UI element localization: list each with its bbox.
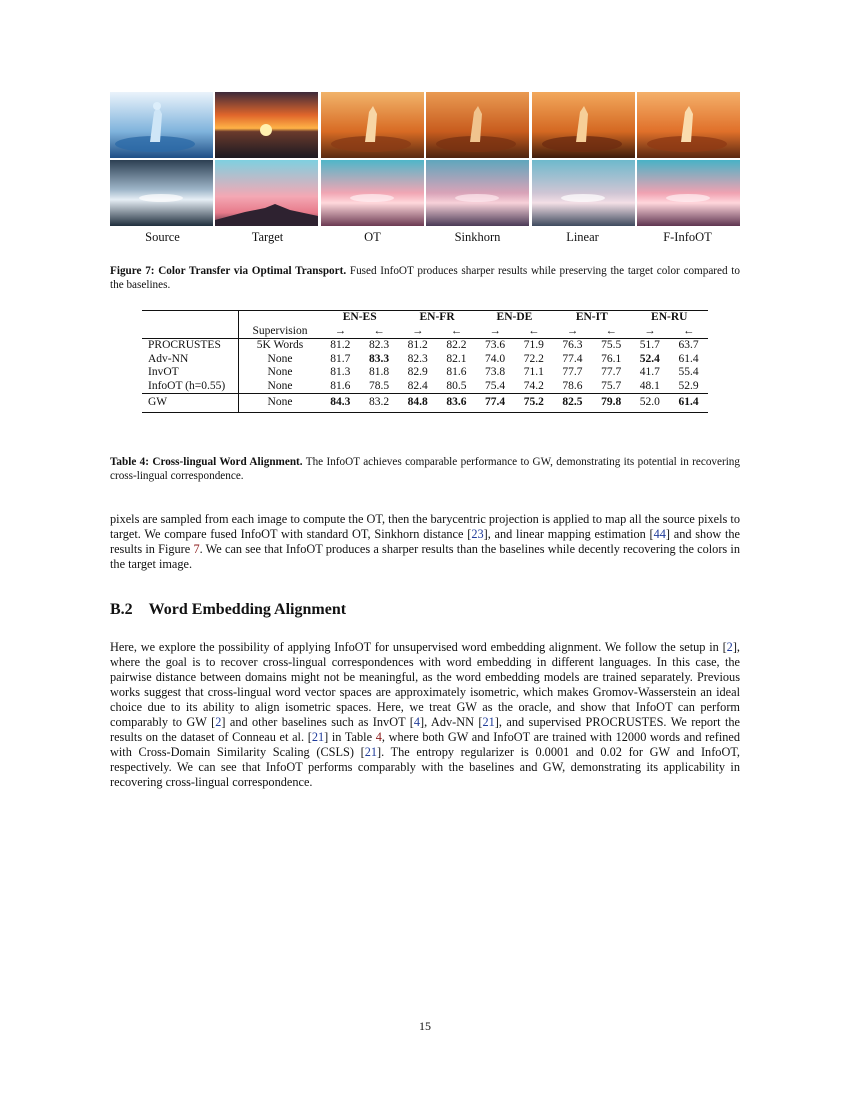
score-cell: 78.6	[562, 379, 583, 392]
table-row	[142, 380, 708, 394]
method-name: GW	[142, 394, 239, 413]
table-row	[142, 339, 708, 353]
score-cell: 80.5	[446, 379, 467, 392]
citation-link[interactable]: 2	[726, 640, 733, 654]
score-cell: 81.6	[330, 379, 351, 392]
figure-caption-label: Figure 7: Color Transfer via Optimal Transport.	[110, 265, 347, 277]
method-name: PROCRUSTES	[142, 339, 239, 353]
table-ref-link[interactable]: 4	[375, 730, 382, 744]
section-title: Word Embedding Alignment	[148, 601, 347, 618]
f-infoot-splash-image	[637, 92, 740, 158]
score-cell: 74.0	[485, 352, 506, 365]
word-alignment-table	[142, 310, 708, 413]
lang-pair-header: EN-ES	[321, 311, 398, 325]
score-cell: 75.2	[514, 394, 553, 413]
citation-link[interactable]: 23	[471, 527, 484, 541]
score-cell: 73.8	[485, 366, 506, 378]
score-cell: 52.4	[639, 352, 660, 365]
text-span: , where both GW and InfoOT are trained with 12000 words and refined with Cross-Domain Similarity Scaling (CSLS) [	[110, 730, 740, 759]
f-infoot-clouds-image	[637, 160, 740, 226]
lang-pair-header: EN-IT	[553, 311, 630, 325]
score-cell: 52.0	[631, 394, 670, 413]
supervision-value: None	[267, 379, 293, 392]
text-span: ] and show the results in Figure	[110, 527, 740, 556]
direction-arrow: ←	[605, 324, 617, 337]
score-cell: 84.3	[321, 394, 360, 413]
table-row	[142, 366, 708, 380]
score-cell: 77.7	[562, 366, 583, 378]
score-cell: 61.4	[669, 394, 708, 413]
direction-arrow: →	[411, 324, 424, 337]
direction-arrow: ←	[528, 324, 540, 337]
score-cell: 48.1	[639, 379, 660, 392]
method-name: InvOT	[142, 366, 239, 380]
color-transfer-figure	[110, 92, 740, 245]
citation-link[interactable]: 21	[482, 715, 495, 729]
score-cell: 81.8	[368, 366, 390, 378]
score-cell: 76.3	[553, 339, 592, 353]
figure-label: Source	[145, 230, 180, 244]
score-cell: 51.7	[631, 339, 670, 353]
score-cell: 81.3	[330, 366, 351, 378]
figure-label: Target	[251, 230, 284, 244]
method-name: InfoOT (h=0.55)	[142, 380, 239, 394]
score-cell: 77.4	[476, 394, 515, 413]
lang-pair-header: EN-DE	[476, 311, 553, 325]
score-cell: 41.7	[639, 366, 660, 378]
supervision-value: 5K Words	[239, 339, 322, 353]
figure-label: F-InfoOT	[663, 230, 712, 244]
color-transfer-paragraph	[110, 512, 740, 572]
direction-arrow: →	[644, 324, 656, 337]
score-cell: 74.2	[523, 379, 544, 392]
linear-clouds-image	[532, 160, 635, 226]
linear-splash-image	[532, 92, 635, 158]
direction-arrow: →	[334, 324, 347, 337]
score-cell: 78.5	[368, 379, 390, 392]
score-cell: 81.2	[321, 339, 360, 353]
table-caption	[110, 455, 740, 483]
score-cell: 55.4	[678, 366, 699, 378]
score-cell: 75.4	[485, 379, 506, 392]
score-cell: 79.8	[592, 394, 631, 413]
score-cell: 77.4	[562, 352, 583, 365]
text-span: pixels are sampled from each image to compute the OT, then the barycentric projection is applied to map all the source pixels to target. We compare fused InfoOT with standard OT, Sinkhorn distance [	[110, 512, 740, 541]
lang-pair-header: EN-FR	[398, 311, 475, 325]
score-cell: 73.6	[476, 339, 515, 353]
score-cell: 82.9	[407, 366, 428, 378]
target-pink-sky-image	[215, 160, 318, 226]
score-cell: 81.6	[446, 366, 467, 378]
direction-arrow: →	[489, 324, 501, 337]
ot-clouds-image	[321, 160, 424, 226]
direction-arrow: →	[566, 324, 579, 337]
section-heading	[110, 601, 346, 619]
figure-label: Sinkhorn	[454, 230, 501, 244]
figure-label: Linear	[566, 230, 599, 244]
score-cell: 82.5	[553, 394, 592, 413]
text-span: . We can see that InfoOT produces a sharper results than the baselines while decently recovering the colors in the target image.	[110, 542, 740, 571]
target-sunset-image	[215, 92, 318, 158]
source-splash-image	[110, 92, 213, 158]
score-cell: 82.3	[360, 339, 399, 353]
score-cell: 81.7	[330, 352, 351, 365]
score-cell: 75.5	[592, 339, 631, 353]
text-span: Here, we explore the possibility of applying InfoOT for unsupervised word embedding alignment. We follow the setup in [	[110, 640, 727, 654]
ot-splash-image	[321, 92, 424, 158]
score-cell: 71.1	[523, 366, 544, 378]
direction-arrow: ←	[450, 324, 463, 337]
direction-arrow: ←	[373, 324, 385, 337]
citation-link[interactable]: 21	[311, 730, 325, 744]
score-cell: 71.9	[514, 339, 553, 353]
source-clouds-image	[110, 160, 213, 226]
page-number: 15	[419, 1019, 431, 1033]
lang-pair-header: EN-RU	[631, 311, 709, 325]
citation-link[interactable]: 2	[215, 715, 222, 729]
text-span: ], and linear mapping estimation [	[483, 527, 654, 541]
figure-column-labels	[110, 230, 740, 245]
text-span: ], Adv-NN [	[420, 715, 483, 729]
sinkhorn-clouds-image	[426, 160, 529, 226]
score-cell: 75.7	[601, 379, 622, 392]
method-name: Adv-NN	[142, 353, 239, 367]
score-cell: 82.1	[446, 352, 467, 365]
score-cell: 82.4	[407, 379, 428, 392]
text-span: ] and other baselines such as InvOT [	[221, 715, 414, 729]
text-span: ], where the goal is to recover cross-lingual correspondences with word embedding in different languages. In this case, the pairwise distance between domains might not be meaningful, as the word embedding models are trained separately. Previous works suggest that cross-lingual word vector spaces are approximately isometric, which makes Gromov-Wasserstein an ideal choice due to its ability to align isometric spaces. Here, we treat GW as the oracle, and show that InfoOT can perform comparably to GW [	[110, 640, 740, 729]
score-cell: 72.2	[523, 352, 544, 365]
score-cell: 83.3	[368, 352, 390, 365]
section-number: B.2	[110, 601, 133, 618]
citation-link[interactable]: 21	[364, 745, 378, 759]
text-span: ] in Table	[324, 730, 376, 744]
table-caption-label: Table 4: Cross-lingual Word Alignment.	[110, 456, 303, 468]
score-cell: 84.8	[398, 394, 437, 413]
direction-arrow: ←	[682, 324, 695, 337]
figure-label: OT	[364, 230, 381, 244]
score-cell: 83.2	[360, 394, 399, 413]
supervision-value: None	[267, 366, 293, 378]
table-row	[142, 353, 708, 367]
sinkhorn-splash-image	[426, 92, 529, 158]
score-cell: 83.6	[437, 394, 476, 413]
table-caption-text: The InfoOT achieves comparable performance to GW, demonstrating its potential in recovering cross-lingual correspondence.	[110, 456, 740, 482]
score-cell: 82.3	[407, 352, 428, 365]
supervision-header: Supervision	[252, 324, 308, 337]
citation-link[interactable]: 44	[653, 527, 666, 541]
figure-caption-text: Fused InfoOT produces sharper results while preserving the target color compared to the baselines.	[110, 265, 740, 291]
text-span: ], and supervised PROCRUSTES. We report the results on the dataset of Conneau et al. [	[110, 715, 740, 744]
supervision-value: None	[267, 352, 293, 365]
supervision-value: None	[239, 394, 322, 413]
score-cell: 63.7	[669, 339, 708, 353]
text-span: ]. The entropy regularizer is 0.0001 and 0.02 for GW and InfoOT, respectively. We can see that InfoOT performs comparably with the baselines and GW, demonstrating its applicability in recovering cross-lingual correspondence.	[110, 745, 740, 789]
score-cell: 76.1	[601, 352, 622, 365]
score-cell: 61.4	[678, 352, 699, 365]
figure-caption	[110, 264, 740, 292]
figure-ref-link[interactable]: 7	[193, 542, 200, 556]
word-embedding-paragraph	[110, 640, 740, 790]
table-row-gw	[142, 394, 708, 413]
score-cell: 82.2	[437, 339, 476, 353]
score-cell: 77.7	[601, 366, 622, 378]
citation-link[interactable]: 4	[413, 715, 421, 729]
score-cell: 81.2	[398, 339, 437, 353]
score-cell: 52.9	[678, 379, 699, 392]
